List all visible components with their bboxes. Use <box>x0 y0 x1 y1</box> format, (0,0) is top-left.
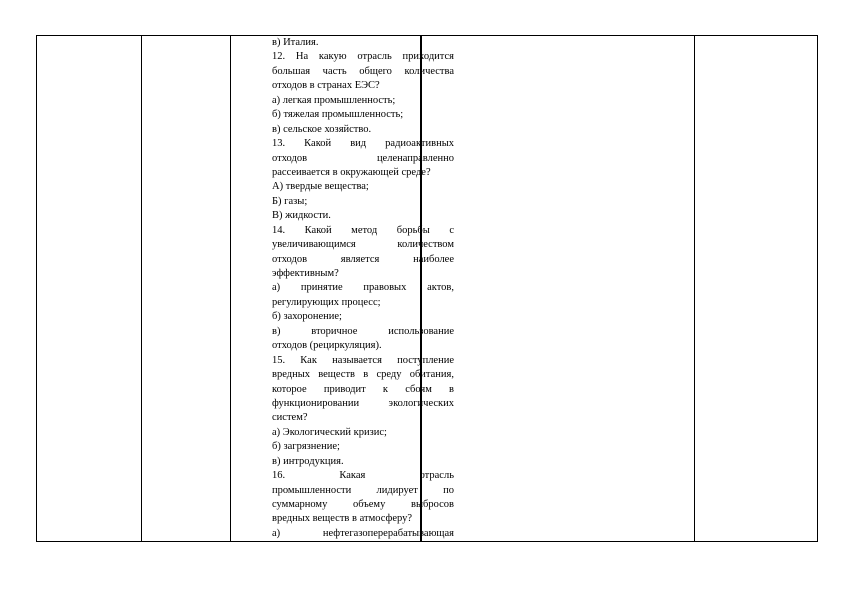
text-line: а) легкая промышленность; <box>272 94 396 106</box>
text-line: в) интродукция. <box>272 455 344 467</box>
text-line: регулирующих процесс; <box>272 296 381 308</box>
text-line: б) загрязнение; <box>272 441 340 453</box>
text-line: 13. Какой вид радиоактивных <box>272 138 454 150</box>
text-line: а) принятие правовых актов, <box>272 282 454 294</box>
table-cell-empty <box>695 35 817 542</box>
text-line: В) жидкости. <box>272 210 331 222</box>
text-line: систем? <box>272 412 308 424</box>
text-line: отходов в странах ЕЭС? <box>272 80 380 92</box>
text-line: увеличивающимся количеством <box>272 239 454 251</box>
text-line: отходов (рециркуляция). <box>272 340 382 352</box>
table <box>36 35 818 542</box>
text-line: Б) газы; <box>272 195 308 207</box>
text-line: промышленности лидирует по <box>272 484 454 496</box>
text-line: а) Экологический кризис; <box>272 426 387 438</box>
text-line: а) нефтегазоперерабатывающая <box>272 527 454 539</box>
text-line: б) захоронение; <box>272 311 342 323</box>
table-cell-empty <box>422 35 694 542</box>
text-line: б) тяжелая промышленность; <box>272 109 404 121</box>
text-line: суммарному объему выбросов <box>272 499 454 510</box>
text-line: отходов целенаправленно <box>272 152 454 164</box>
text-line: вредных веществ в среду обитания, <box>272 369 454 381</box>
text-line: 14. Какой метод борьбы с <box>272 224 454 236</box>
text-line: которое приводит к сбоям в <box>272 383 454 395</box>
text-line: А) твердые вещества; <box>272 181 369 193</box>
column-border <box>817 35 818 542</box>
text-line: в) сельское хозяйство. <box>272 123 372 135</box>
text-line: 12. На какую отрасль приходится <box>272 51 454 63</box>
text-line: 15. Как называется поступление <box>272 354 454 366</box>
text-line: в) вторичное использование <box>272 325 454 337</box>
table-cell-empty <box>37 35 141 542</box>
text-line: функционировании экологических <box>272 397 454 409</box>
table-cell-empty <box>142 35 230 542</box>
text-line: эффективным? <box>272 268 339 279</box>
text-line: отходов является наиболее <box>272 253 454 265</box>
text-line: рассеивается в окружающей среде? <box>272 166 431 178</box>
text-line: 16. Какая отрасль <box>272 470 454 482</box>
text-line: большая часть общего количества <box>272 65 454 77</box>
table-cell-questions <box>272 36 454 541</box>
text-line: в) Италия. <box>272 37 319 48</box>
text-line: вредных веществ в атмосферу? <box>272 513 413 525</box>
column-border <box>230 35 231 542</box>
